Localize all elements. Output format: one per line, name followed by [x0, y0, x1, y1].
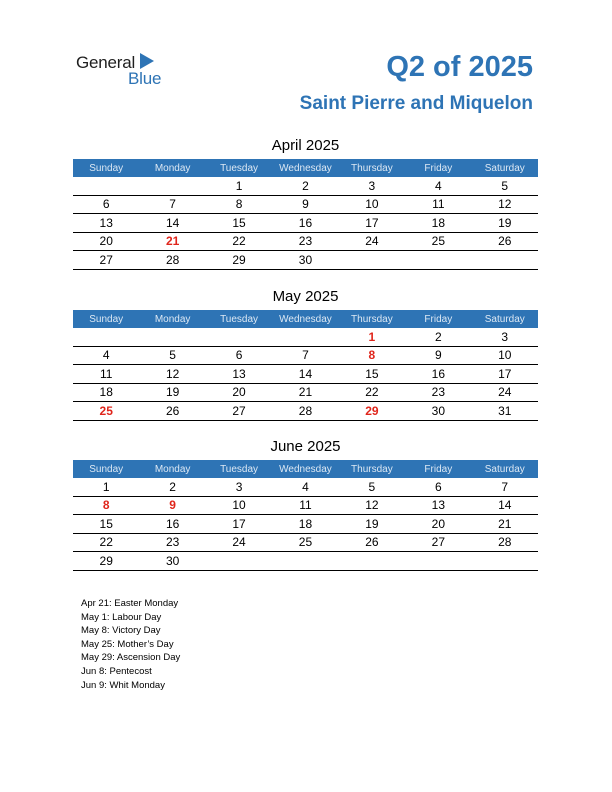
day-cell: 18 [405, 214, 471, 233]
empty-day-cell [339, 251, 405, 270]
day-cell: 8 [206, 195, 272, 214]
holiday-day-cell: 8 [73, 496, 139, 515]
week-row [73, 177, 538, 195]
holiday-note: Jun 9: Whit Monday [81, 679, 165, 691]
day-cell: 26 [472, 232, 538, 251]
weekday-header: Saturday [472, 159, 538, 177]
holiday-note: May 29: Ascension Day [81, 652, 181, 664]
day-cell: 20 [206, 383, 272, 402]
day-cell: 2 [272, 177, 338, 195]
day-cell: 22 [73, 533, 139, 552]
day-cell: 11 [272, 496, 338, 515]
empty-day-cell [472, 552, 538, 571]
day-cell: 21 [472, 515, 538, 534]
day-cell: 20 [73, 232, 139, 251]
day-cell: 1 [206, 177, 272, 195]
day-cell: 4 [73, 346, 139, 365]
day-cell: 26 [339, 533, 405, 552]
empty-day-cell [472, 251, 538, 270]
week-row [73, 195, 538, 214]
day-cell: 7 [272, 346, 338, 365]
day-cell: 6 [206, 346, 272, 365]
day-cell: 14 [139, 214, 205, 233]
weekday-header: Monday [139, 159, 205, 177]
week-row [73, 365, 538, 384]
weekday-header: Sunday [73, 310, 139, 328]
logo-general-text: General [76, 53, 136, 72]
day-cell: 21 [272, 383, 338, 402]
holiday-note: May 8: Victory Day [81, 625, 161, 637]
month-calendar-grid [73, 460, 538, 571]
day-cell: 26 [139, 402, 205, 421]
holiday-day-cell: 21 [139, 232, 205, 251]
day-cell: 24 [339, 232, 405, 251]
page-title: Q2 of 2025 [386, 51, 533, 83]
day-cell: 25 [405, 232, 471, 251]
holiday-day-cell: 9 [139, 496, 205, 515]
weekday-header: Saturday [472, 310, 538, 328]
day-cell: 5 [472, 177, 538, 195]
day-cell: 11 [405, 195, 471, 214]
day-cell: 3 [472, 328, 538, 346]
week-row [73, 515, 538, 534]
weekday-header: Sunday [73, 460, 139, 478]
day-cell: 13 [73, 214, 139, 233]
week-row [73, 478, 538, 496]
holiday-day-cell: 1 [339, 328, 405, 346]
holiday-note: Jun 8: Pentecost [81, 665, 152, 677]
weekday-header: Tuesday [206, 460, 272, 478]
day-cell: 15 [73, 515, 139, 534]
day-cell: 30 [139, 552, 205, 571]
generalblue-logo [76, 52, 176, 92]
week-row [73, 251, 538, 270]
week-row [73, 533, 538, 552]
month-calendar-grid [73, 159, 538, 270]
weekday-header: Thursday [339, 460, 405, 478]
day-cell: 29 [73, 552, 139, 571]
page-subtitle: Saint Pierre and Miquelon [299, 93, 533, 114]
week-row [73, 346, 538, 365]
day-cell: 29 [206, 251, 272, 270]
day-cell: 17 [206, 515, 272, 534]
day-cell: 28 [272, 402, 338, 421]
day-cell: 6 [73, 195, 139, 214]
week-row [73, 552, 538, 571]
week-row [73, 496, 538, 515]
week-row [73, 402, 538, 421]
day-cell: 9 [405, 346, 471, 365]
empty-day-cell [339, 552, 405, 571]
logo-triangle-icon [140, 53, 154, 69]
weekday-header: Tuesday [206, 310, 272, 328]
empty-day-cell [139, 177, 205, 195]
day-cell: 16 [405, 365, 471, 384]
day-cell: 27 [73, 251, 139, 270]
weekday-header: Sunday [73, 159, 139, 177]
day-cell: 14 [272, 365, 338, 384]
day-cell: 19 [472, 214, 538, 233]
day-cell: 10 [206, 496, 272, 515]
day-cell: 3 [206, 478, 272, 496]
empty-day-cell [139, 328, 205, 346]
day-cell: 10 [339, 195, 405, 214]
empty-day-cell [272, 552, 338, 571]
day-cell: 15 [339, 365, 405, 384]
holiday-note: Apr 21: Easter Monday [81, 598, 179, 609]
month-title: May 2025 [272, 288, 339, 305]
weekday-header-row [73, 159, 538, 177]
day-cell: 17 [339, 214, 405, 233]
week-row [73, 328, 538, 346]
day-cell: 2 [405, 328, 471, 346]
week-row [73, 232, 538, 251]
weekday-header: Saturday [472, 460, 538, 478]
day-cell: 15 [206, 214, 272, 233]
empty-day-cell [405, 552, 471, 571]
day-cell: 16 [272, 214, 338, 233]
day-cell: 27 [405, 533, 471, 552]
weekday-header: Friday [405, 460, 471, 478]
empty-day-cell [405, 251, 471, 270]
weekday-header: Friday [405, 310, 471, 328]
month-calendar-grid [73, 310, 538, 421]
day-cell: 30 [272, 251, 338, 270]
day-cell: 23 [405, 383, 471, 402]
day-cell: 13 [405, 496, 471, 515]
day-cell: 10 [472, 346, 538, 365]
weekday-header: Monday [139, 460, 205, 478]
weekday-header: Friday [405, 159, 471, 177]
holiday-day-cell: 29 [339, 402, 405, 421]
weekday-header: Thursday [339, 159, 405, 177]
weekday-header: Monday [139, 310, 205, 328]
month-title: April 2025 [271, 137, 340, 154]
day-cell: 25 [272, 533, 338, 552]
day-cell: 9 [272, 195, 338, 214]
day-cell: 11 [73, 365, 139, 384]
holiday-note: May 1: Labour Day [81, 611, 162, 623]
holiday-day-cell: 8 [339, 346, 405, 365]
day-cell: 3 [339, 177, 405, 195]
empty-day-cell [206, 328, 272, 346]
weekday-header-row [73, 460, 538, 478]
day-cell: 5 [139, 346, 205, 365]
empty-day-cell [272, 328, 338, 346]
empty-day-cell [73, 177, 139, 195]
day-cell: 24 [206, 533, 272, 552]
day-cell: 23 [139, 533, 205, 552]
day-cell: 6 [405, 478, 471, 496]
weekday-header: Wednesday [272, 310, 338, 328]
day-cell: 23 [272, 232, 338, 251]
day-cell: 20 [405, 515, 471, 534]
day-cell: 4 [272, 478, 338, 496]
day-cell: 17 [472, 365, 538, 384]
day-cell: 18 [73, 383, 139, 402]
weekday-header: Wednesday [272, 159, 338, 177]
day-cell: 12 [139, 365, 205, 384]
day-cell: 19 [139, 383, 205, 402]
day-cell: 28 [472, 533, 538, 552]
day-cell: 14 [472, 496, 538, 515]
logo-blue-text: Blue [128, 69, 162, 88]
weekday-header: Thursday [339, 310, 405, 328]
day-cell: 30 [405, 402, 471, 421]
week-row [73, 214, 538, 233]
day-cell: 18 [272, 515, 338, 534]
day-cell: 13 [206, 365, 272, 384]
day-cell: 7 [139, 195, 205, 214]
holiday-note: May 25: Mother’s Day [81, 638, 174, 650]
day-cell: 22 [339, 383, 405, 402]
weekday-header-row [73, 310, 538, 328]
day-cell: 1 [73, 478, 139, 496]
holiday-day-cell: 25 [73, 402, 139, 421]
weekday-header: Tuesday [206, 159, 272, 177]
week-row [73, 383, 538, 402]
day-cell: 16 [139, 515, 205, 534]
day-cell: 19 [339, 515, 405, 534]
day-cell: 24 [472, 383, 538, 402]
day-cell: 4 [405, 177, 471, 195]
day-cell: 2 [139, 478, 205, 496]
day-cell: 31 [472, 402, 538, 421]
day-cell: 22 [206, 232, 272, 251]
day-cell: 12 [339, 496, 405, 515]
day-cell: 12 [472, 195, 538, 214]
day-cell: 27 [206, 402, 272, 421]
day-cell: 7 [472, 478, 538, 496]
weekday-header: Wednesday [272, 460, 338, 478]
holiday-notes [81, 597, 180, 692]
day-cell: 28 [139, 251, 205, 270]
empty-day-cell [206, 552, 272, 571]
month-title: June 2025 [270, 438, 341, 455]
day-cell: 5 [339, 478, 405, 496]
empty-day-cell [73, 328, 139, 346]
